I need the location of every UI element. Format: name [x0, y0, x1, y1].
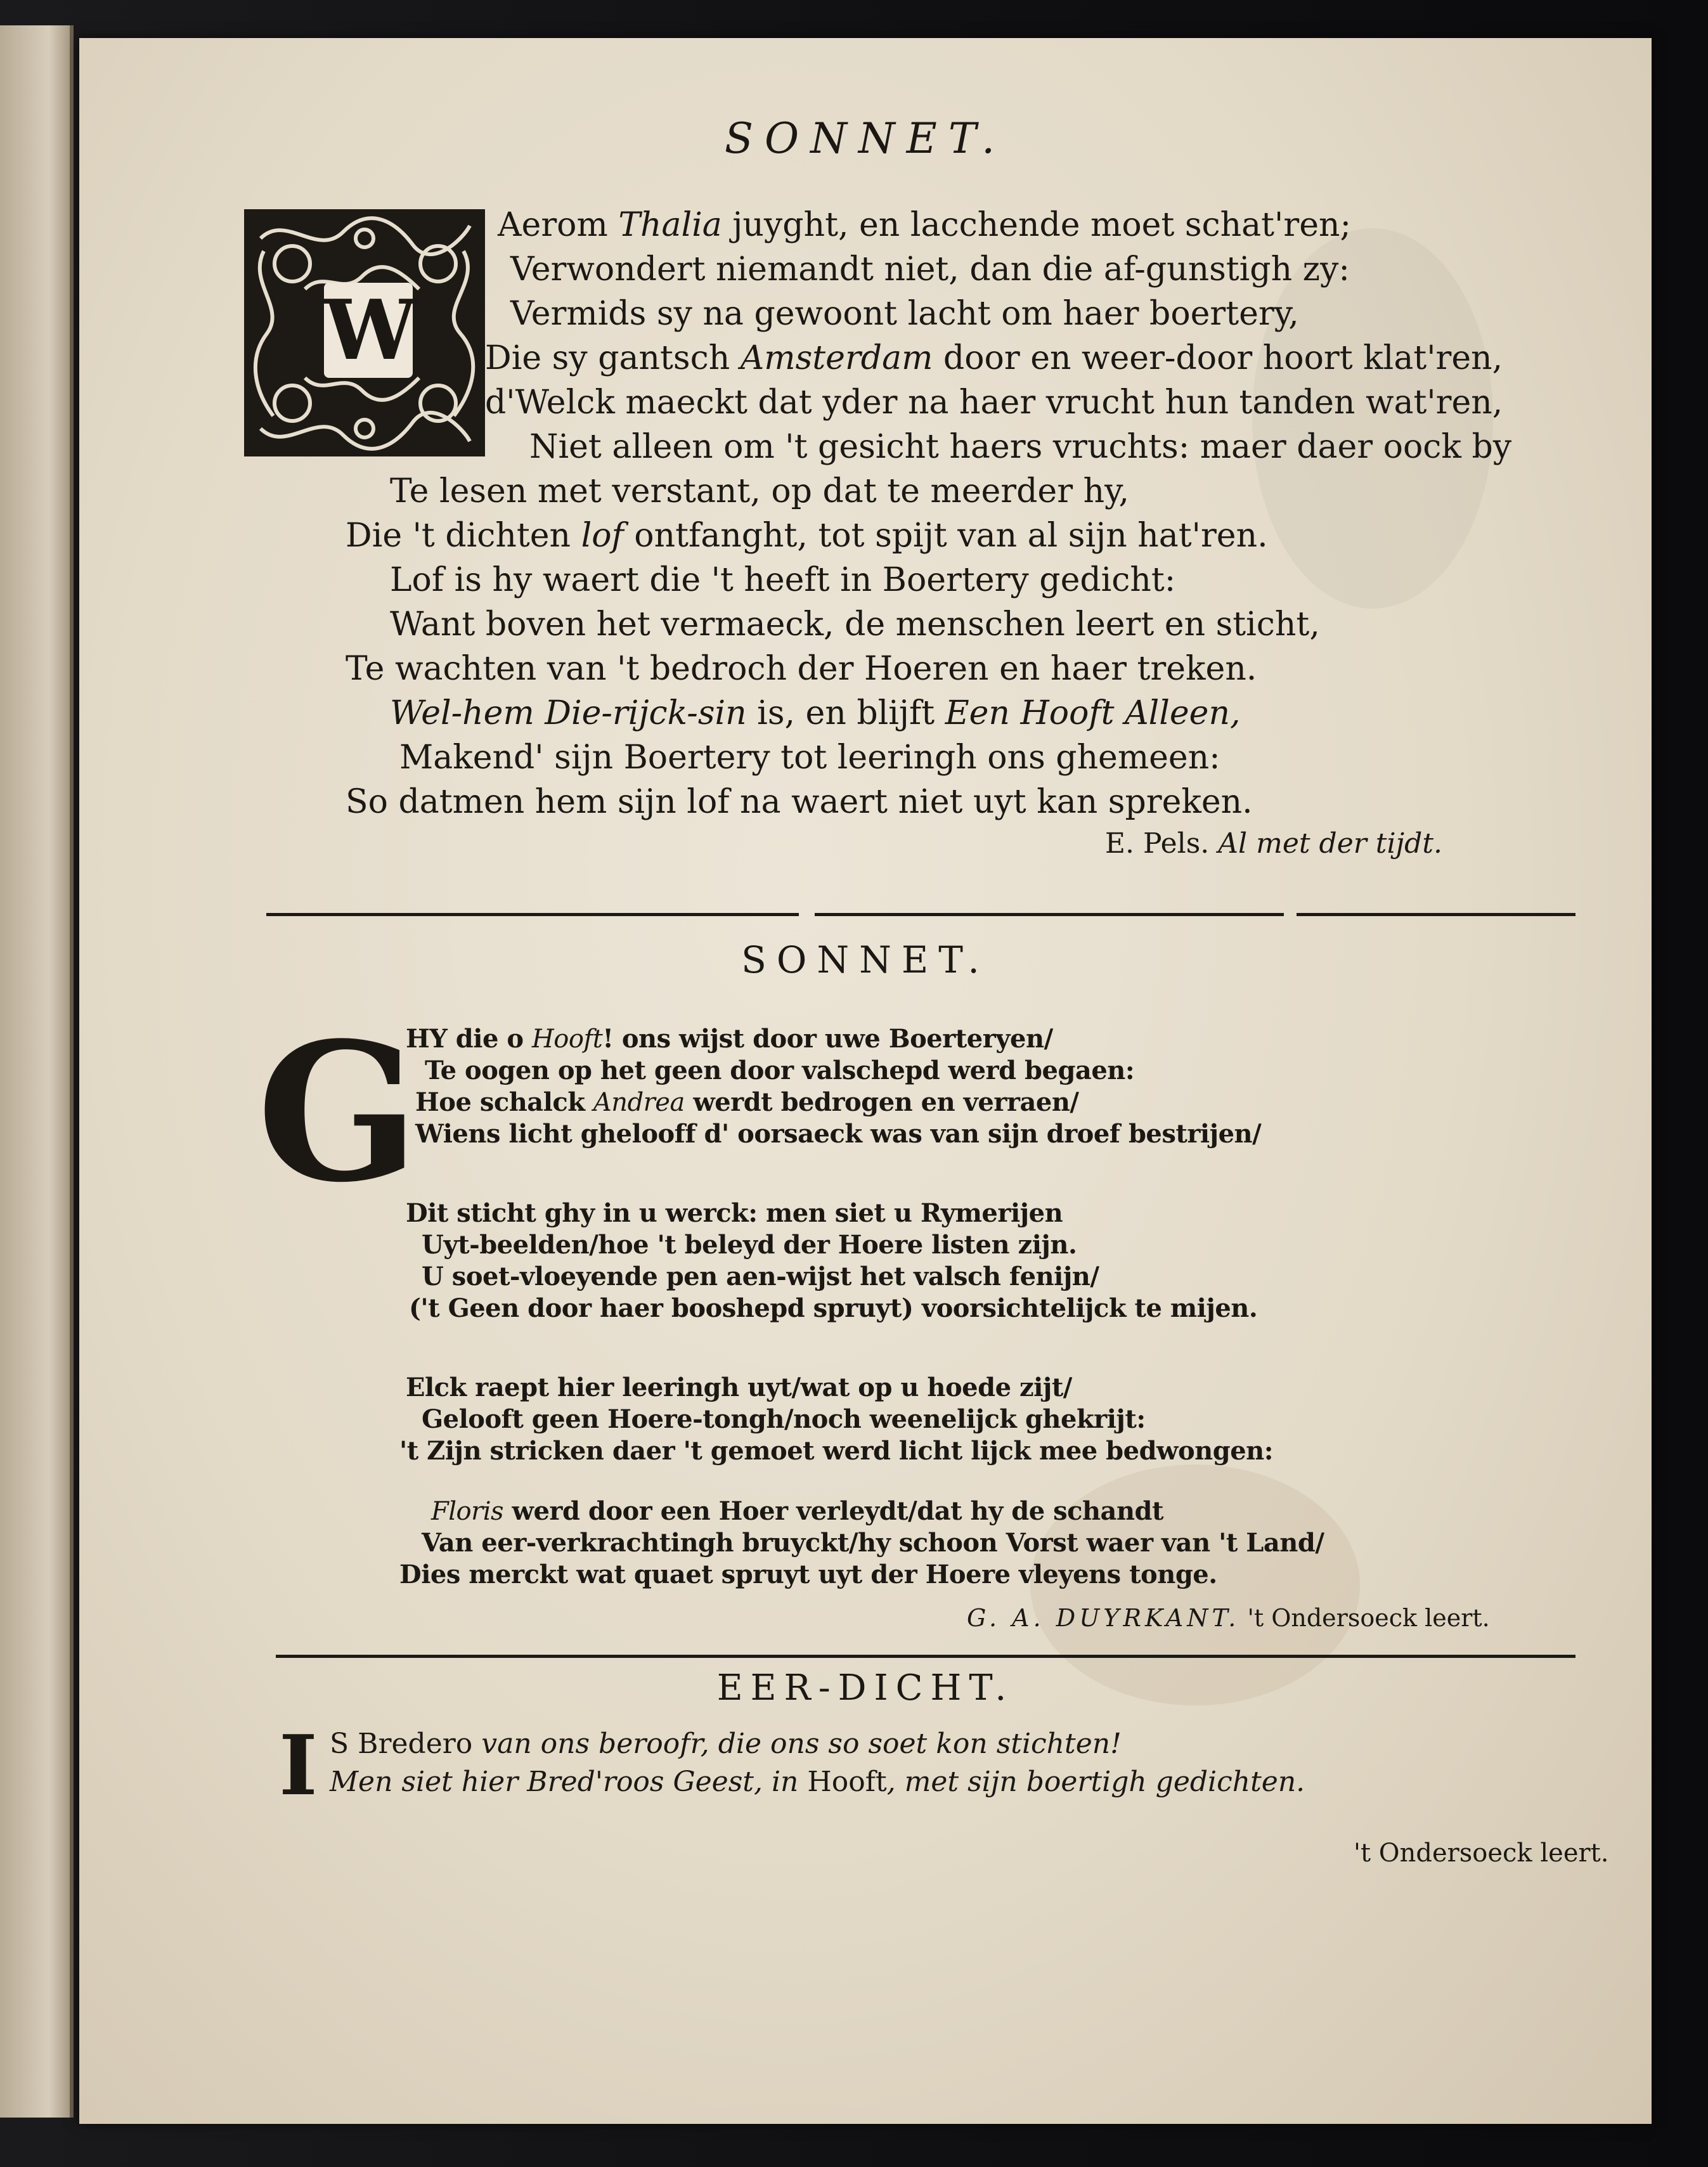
sonnet-2-line-1: HY die o Hooft! ons wijst door uwe Boerteryen/ [406, 1024, 1053, 1054]
sonnet-2-line-2: Te oogen op het geen door valschepd werd begaen: [425, 1056, 1135, 1085]
sonnet-1-line-8: Die 't dichten lof ontfanght, tot spijt van al sijn hat'ren. [346, 517, 1268, 555]
sonnet-2-line-3: Hoe schalck Andrea werdt bedrogen en verraen/ [415, 1087, 1079, 1117]
sonnet-1-line-1: Aerom Thalia juyght, en lacchende moet schat'ren; [498, 206, 1351, 244]
sonnet-1-line-12: Wel-hem Die-rijck-sin is, en blijft Een Hooft Alleen, [390, 694, 1241, 732]
divider-rule [1297, 913, 1575, 916]
sonnet-1-line-5: d'Welck maeckt dat yder na haer vrucht hun tanden wat'ren, [485, 384, 1503, 422]
sonnet-2-line-6: Uyt-beelden/hoe 't beleyd der Hoere listen zijn. [422, 1230, 1077, 1260]
sonnet-1-line-11: Te wachten van 't bedroch der Hoeren en haer treken. [346, 650, 1257, 688]
initial-letter-w: W [324, 281, 417, 378]
book-page [79, 38, 1652, 2124]
sonnet-1-line-6: Niet alleen om 't gesicht haers vruchts: maer daer oock by [529, 428, 1512, 466]
sonnet-2-line-7: U soet-vloeyende pen aen-wijst het valsch fenijn/ [422, 1262, 1099, 1291]
sonnet-1-line-13: Makend' sijn Boertery tot leeringh ons ghemeen: [399, 739, 1220, 777]
sonnet-2-line-10: Gelooft geen Hoere-tongh/noch weenelijck ghekrijt: [422, 1404, 1146, 1434]
eer-dicht-title: EER-DICHT. [716, 1667, 1014, 1709]
previous-page-edge [0, 25, 74, 2118]
eer-dicht-line-2: Men siet hier Bred'roos Geest, in Hooft, met sijn boertigh gedichten. [330, 1766, 1305, 1798]
sonnet-2-line-11: 't Zijn stricken daer 't gemoet werd licht lijck mee bedwongen: [399, 1436, 1274, 1466]
sonnet-2-line-9: Elck raept hier leeringh uyt/wat op u hoede zijt/ [406, 1373, 1072, 1402]
sonnet-1-line-4: Die sy gantsch Amsterdam door en weer-door hoort klat'ren, [485, 339, 1503, 377]
sonnet-1-signature: E. Pels. Al met der tijdt. [1104, 827, 1442, 860]
sonnet-1-line-3: Vermids sy na gewoont lacht om haer boertery, [510, 295, 1299, 333]
sonnet-1-line-2: Verwondert niemandt niet, dan die af-gunstigh zy: [510, 250, 1350, 288]
sonnet-2-line-14: Dies merckt wat quaet spruyt uyt der Hoere vleyens tonge. [399, 1560, 1217, 1589]
sonnet-1-title: SONNET. [724, 114, 1007, 163]
eer-dicht-signature: 't Ondersoeck leert. [1354, 1839, 1609, 1868]
divider-rule [266, 913, 799, 916]
sonnet-2-title: SONNET. [741, 938, 990, 981]
initial-letter-i: I [279, 1717, 318, 1814]
initial-letter-g: G [257, 1000, 420, 1224]
sonnet-1-line-9: Lof is hy waert die 't heeft in Boertery gedicht: [390, 561, 1176, 599]
sonnet-2-signature: G. A. DUYRKANT. 't Ondersoeck leert. [967, 1604, 1490, 1632]
sonnet-2-line-8: ('t Geen door haer booshepd spruyt) voorsichtelijck te mijen. [409, 1293, 1258, 1323]
sonnet-2-line-4: Wiens licht ghelooff d' oorsaeck was van sijn droef bestrijen/ [415, 1119, 1262, 1149]
sonnet-2-line-13: Van eer-verkrachtingh bruyckt/hy schoon Vorst waer van 't Land/ [422, 1528, 1324, 1558]
sonnet-2-line-5: Dit sticht ghy in u werck: men siet u Rymerijen [406, 1198, 1063, 1228]
sonnet-1-line-14: So datmen hem sijn lof na waert niet uyt kan spreken. [346, 783, 1253, 821]
divider-rule [815, 913, 1284, 916]
sonnet-1-line-7: Te lesen met verstant, op dat te meerder hy, [390, 472, 1130, 510]
decorated-initial [244, 209, 485, 456]
divider-rule [276, 1655, 1575, 1658]
sonnet-2-line-12: Floris werd door een Hoer verleydt/dat hy de schandt [431, 1496, 1164, 1526]
sonnet-1-line-10: Want boven het vermaeck, de menschen leert en sticht, [390, 605, 1320, 644]
eer-dicht-line-1: S Bredero van ons beroofr, die ons so soet kon stichten! [330, 1728, 1122, 1760]
